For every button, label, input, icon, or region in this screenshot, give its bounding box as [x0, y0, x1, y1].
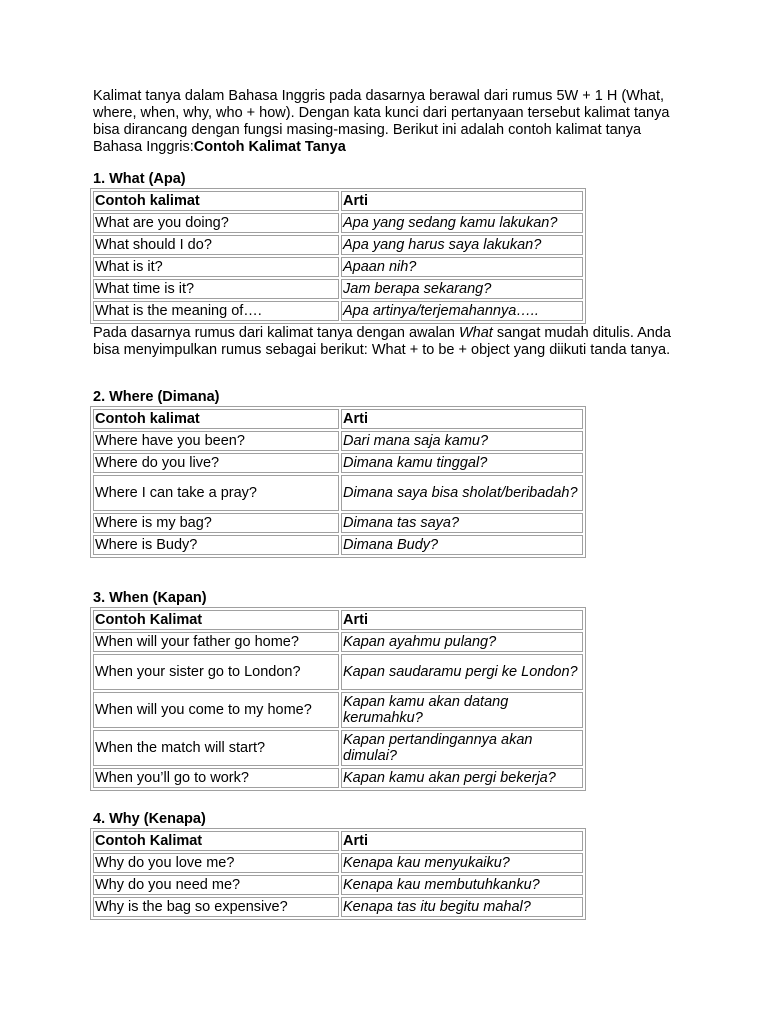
meaning-cell: Apa artinya/terjemahannya….. [341, 301, 583, 321]
column-header-sentence: Contoh Kalimat [93, 610, 339, 630]
what-explanation-paragraph [93, 325, 683, 359]
table-row [93, 768, 583, 788]
column-header-sentence: Contoh kalimat [93, 191, 339, 211]
table-row [93, 475, 583, 511]
table-why [90, 828, 586, 920]
table-row [93, 853, 583, 873]
table-row [93, 692, 583, 728]
explanation-text-after: sangat mudah ditulis. Anda bisa menyimpulkan rumus sebagai berikut: What + to be + object yang diikuti tanda tanya. [93, 325, 671, 358]
table-row [93, 513, 583, 533]
heading-what: 1. What (Apa) [93, 171, 186, 187]
sentence-cell: When will your father go home? [93, 632, 339, 652]
meaning-cell: Kenapa kau membutuhkanku? [341, 875, 583, 895]
meaning-cell: Kapan saudaramu pergi ke London? [341, 654, 583, 690]
column-header-meaning: Arti [341, 191, 583, 211]
intro-text: Kalimat tanya dalam Bahasa Inggris pada dasarnya berawal dari rumus 5W + 1 H (What, where, when, why, who + how). Dengan kata kunci dari pertanyaan tersebut kalimat tanya bisa dirancang dengan fungsi masing-masing. Berikut ini adalah contoh kalimat tanya Bahasa Inggris: [93, 88, 670, 155]
sentence-cell: What is it? [93, 257, 339, 277]
table-where [90, 406, 586, 558]
column-header-sentence: Contoh Kalimat [93, 831, 339, 851]
meaning-cell: Apa yang harus saya lakukan? [341, 235, 583, 255]
sentence-cell: What is the meaning of…. [93, 301, 339, 321]
column-header-meaning: Arti [341, 610, 583, 630]
table-row [93, 875, 583, 895]
sentence-cell: Why is the bag so expensive? [93, 897, 339, 917]
table-header-row [93, 610, 583, 630]
column-header-sentence: Contoh kalimat [93, 409, 339, 429]
table-header-row [93, 191, 583, 211]
meaning-cell: Dari mana saja kamu? [341, 431, 583, 451]
column-header-meaning: Arti [341, 409, 583, 429]
sentence-cell: When your sister go to London? [93, 654, 339, 690]
sentence-cell: What should I do? [93, 235, 339, 255]
explanation-italic-word: What [458, 325, 493, 341]
heading-where: 2. Where (Dimana) [93, 389, 220, 405]
meaning-cell: Apaan nih? [341, 257, 583, 277]
meaning-cell: Jam berapa sekarang? [341, 279, 583, 299]
intro-paragraph [93, 88, 683, 156]
meaning-cell: Apa yang sedang kamu lakukan? [341, 213, 583, 233]
meaning-cell: Kapan kamu akan datang kerumahku? [341, 692, 583, 728]
table-header-row [93, 831, 583, 851]
intro-bold-title: Contoh Kalimat Tanya [193, 139, 346, 155]
sentence-cell: When you’ll go to work? [93, 768, 339, 788]
heading-when: 3. When (Kapan) [93, 590, 207, 606]
table-row [93, 654, 583, 690]
sentence-cell: What are you doing? [93, 213, 339, 233]
table-row [93, 257, 583, 277]
table-row [93, 279, 583, 299]
sentence-cell: Where is Budy? [93, 535, 339, 555]
sentence-cell: Where have you been? [93, 431, 339, 451]
table-what [90, 188, 586, 324]
meaning-cell: Dimana Budy? [341, 535, 583, 555]
sentence-cell: When will you come to my home? [93, 692, 339, 728]
meaning-cell: Dimana saya bisa sholat/beribadah? [341, 475, 583, 511]
sentence-cell: Where I can take a pray? [93, 475, 339, 511]
meaning-cell: Kapan kamu akan pergi bekerja? [341, 768, 583, 788]
sentence-cell: When the match will start? [93, 730, 339, 766]
meaning-cell: Dimana tas saya? [341, 513, 583, 533]
explanation-text-before: Pada dasarnya rumus dari kalimat tanya dengan awalan [93, 325, 459, 341]
meaning-cell: Kenapa tas itu begitu mahal? [341, 897, 583, 917]
table-row [93, 632, 583, 652]
meaning-cell: Dimana kamu tinggal? [341, 453, 583, 473]
meaning-cell: Kenapa kau menyukaiku? [341, 853, 583, 873]
sentence-cell: Why do you need me? [93, 875, 339, 895]
meaning-cell: Kapan ayahmu pulang? [341, 632, 583, 652]
column-header-meaning: Arti [341, 831, 583, 851]
meaning-cell: Kapan pertandingannya akan dimulai? [341, 730, 583, 766]
table-row [93, 213, 583, 233]
table-header-row [93, 409, 583, 429]
table-row [93, 897, 583, 917]
table-row [93, 431, 583, 451]
sentence-cell: Why do you love me? [93, 853, 339, 873]
table-row [93, 235, 583, 255]
table-when [90, 607, 586, 791]
sentence-cell: Where do you live? [93, 453, 339, 473]
table-row [93, 301, 583, 321]
table-row [93, 730, 583, 766]
table-row [93, 453, 583, 473]
table-row [93, 535, 583, 555]
heading-why: 4. Why (Kenapa) [93, 811, 206, 827]
sentence-cell: What time is it? [93, 279, 339, 299]
sentence-cell: Where is my bag? [93, 513, 339, 533]
